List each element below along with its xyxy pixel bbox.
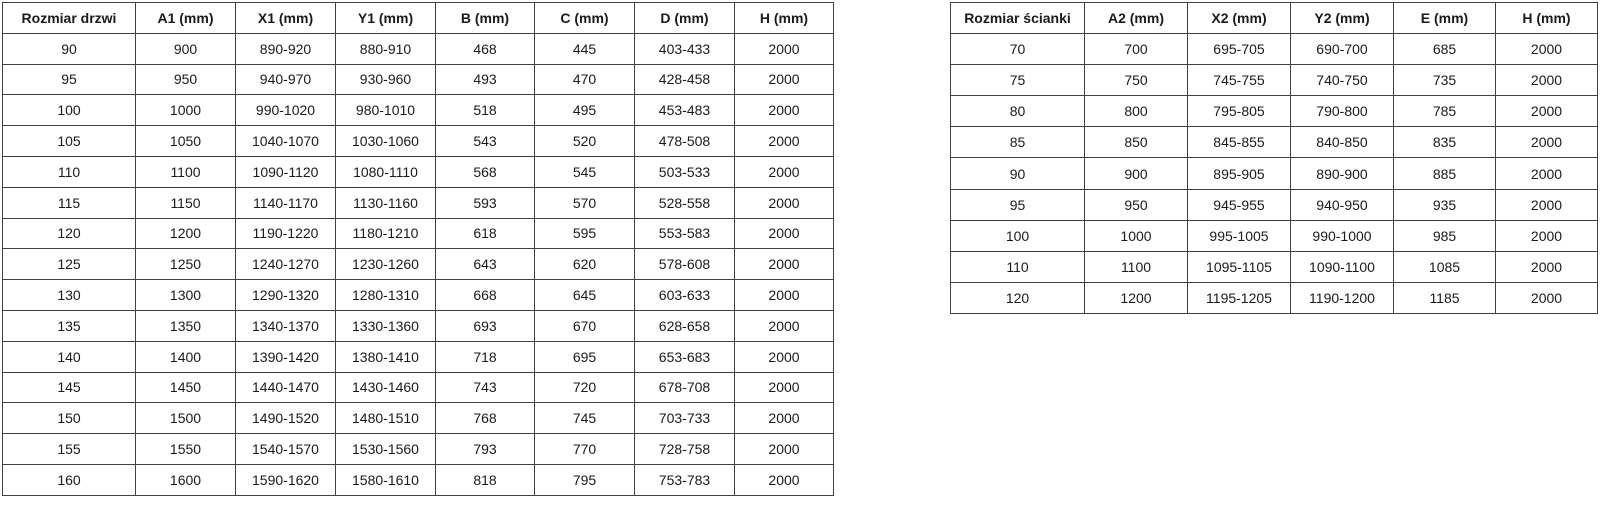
- table-cell: 100: [3, 95, 136, 126]
- table-cell: 940-970: [236, 64, 336, 95]
- table-cell: 980-1010: [336, 95, 436, 126]
- table-cell: 453-483: [635, 95, 735, 126]
- table-cell: 520: [535, 126, 635, 157]
- table-cell: 935: [1394, 189, 1496, 220]
- table-row: [951, 65, 1598, 96]
- table-cell: 2000: [1496, 158, 1598, 189]
- table-cell: 2000: [735, 434, 834, 465]
- table-cell: 1600: [136, 464, 236, 495]
- column-header: E (mm): [1394, 3, 1496, 34]
- table-cell: 543: [436, 126, 535, 157]
- table-cell: 493: [436, 64, 535, 95]
- column-header: Y1 (mm): [336, 3, 436, 34]
- table-cell: 785: [1394, 96, 1496, 127]
- table-cell: 1450: [136, 372, 236, 403]
- table-row: [3, 280, 834, 311]
- table-cell: 578-608: [635, 249, 735, 280]
- table-cell: 2000: [735, 310, 834, 341]
- table-cell: 945-955: [1188, 189, 1291, 220]
- table-cell: 100: [951, 220, 1085, 251]
- table-cell: 720: [535, 372, 635, 403]
- table-cell: 743: [436, 372, 535, 403]
- table-cell: 2000: [735, 341, 834, 372]
- table-cell: 2000: [735, 33, 834, 64]
- table-cell: 1140-1170: [236, 187, 336, 218]
- table-cell: 1590-1620: [236, 464, 336, 495]
- table-cell: 930-960: [336, 64, 436, 95]
- table-cell: 668: [436, 280, 535, 311]
- table-cell: 1050: [136, 126, 236, 157]
- table-row: [3, 464, 834, 495]
- table-cell: 750: [1085, 65, 1188, 96]
- table-cell: 145: [3, 372, 136, 403]
- table-cell: 628-658: [635, 310, 735, 341]
- table-row: [3, 156, 834, 187]
- table-cell: 678-708: [635, 372, 735, 403]
- table-cell: 940-950: [1291, 189, 1394, 220]
- table-cell: 1480-1510: [336, 403, 436, 434]
- table-row: [951, 282, 1598, 313]
- table-cell: 735: [1394, 65, 1496, 96]
- table-cell: 2000: [735, 464, 834, 495]
- table-cell: 1530-1560: [336, 434, 436, 465]
- table-cell: 890-900: [1291, 158, 1394, 189]
- table-cell: 900: [1085, 158, 1188, 189]
- table-cell: 2000: [735, 249, 834, 280]
- table-cell: 620: [535, 249, 635, 280]
- table-cell: 1030-1060: [336, 126, 436, 157]
- table-row: [951, 189, 1598, 220]
- table-cell: 990-1020: [236, 95, 336, 126]
- table-cell: 468: [436, 33, 535, 64]
- table-cell: 2000: [1496, 251, 1598, 282]
- table-cell: 135: [3, 310, 136, 341]
- table-cell: 1195-1205: [1188, 282, 1291, 313]
- table-cell: 800: [1085, 96, 1188, 127]
- table-cell: 95: [951, 189, 1085, 220]
- table-cell: 428-458: [635, 64, 735, 95]
- table-row: [951, 96, 1598, 127]
- table-cell: 105: [3, 126, 136, 157]
- table-cell: 403-433: [635, 33, 735, 64]
- table-cell: 745-755: [1188, 65, 1291, 96]
- table-cell: 850: [1085, 127, 1188, 158]
- table-cell: 2000: [1496, 65, 1598, 96]
- table-cell: 1190-1200: [1291, 282, 1394, 313]
- table-cell: 528-558: [635, 187, 735, 218]
- table-cell: 670: [535, 310, 635, 341]
- table-cell: 1380-1410: [336, 341, 436, 372]
- table-row: [951, 251, 1598, 282]
- table-cell: 1000: [1085, 220, 1188, 251]
- table-cell: 1440-1470: [236, 372, 336, 403]
- table-cell: 1490-1520: [236, 403, 336, 434]
- table-cell: 1200: [136, 218, 236, 249]
- door-sizes-table-container: [2, 2, 833, 496]
- table-cell: 2000: [735, 187, 834, 218]
- table-cell: 728-758: [635, 434, 735, 465]
- table-cell: 478-508: [635, 126, 735, 157]
- table-cell: 90: [951, 158, 1085, 189]
- table-cell: 1550: [136, 434, 236, 465]
- table-cell: 1180-1210: [336, 218, 436, 249]
- column-header: X1 (mm): [236, 3, 336, 34]
- table-cell: 90: [3, 33, 136, 64]
- table-cell: 470: [535, 64, 635, 95]
- table-row: [3, 249, 834, 280]
- table-cell: 1250: [136, 249, 236, 280]
- table-cell: 793: [436, 434, 535, 465]
- table-cell: 1150: [136, 187, 236, 218]
- table-cell: 685: [1394, 34, 1496, 65]
- table-row: [3, 64, 834, 95]
- table-cell: 1100: [136, 156, 236, 187]
- table-cell: 740-750: [1291, 65, 1394, 96]
- table-cell: 835: [1394, 127, 1496, 158]
- table-cell: 110: [3, 156, 136, 187]
- table-cell: 645: [535, 280, 635, 311]
- table-cell: 795-805: [1188, 96, 1291, 127]
- table-cell: 818: [436, 464, 535, 495]
- table-cell: 1290-1320: [236, 280, 336, 311]
- wall-sizes-header-row: [951, 3, 1598, 34]
- table-cell: 1185: [1394, 282, 1496, 313]
- table-cell: 95: [3, 64, 136, 95]
- table-cell: 503-533: [635, 156, 735, 187]
- table-cell: 895-905: [1188, 158, 1291, 189]
- table-row: [3, 341, 834, 372]
- table-cell: 495: [535, 95, 635, 126]
- table-cell: 900: [136, 33, 236, 64]
- table-cell: 840-850: [1291, 127, 1394, 158]
- table-cell: 140: [3, 341, 136, 372]
- table-cell: 2000: [735, 280, 834, 311]
- table-cell: 2000: [735, 95, 834, 126]
- table-cell: 985: [1394, 220, 1496, 251]
- table-cell: 1500: [136, 403, 236, 434]
- table-cell: 570: [535, 187, 635, 218]
- table-cell: 2000: [1496, 96, 1598, 127]
- table-cell: 160: [3, 464, 136, 495]
- door-sizes-table: [2, 2, 834, 496]
- table-cell: 618: [436, 218, 535, 249]
- table-cell: 695: [535, 341, 635, 372]
- table-cell: 155: [3, 434, 136, 465]
- wall-sizes-table-container: [950, 2, 1597, 314]
- table-cell: 2000: [1496, 127, 1598, 158]
- table-cell: 1430-1460: [336, 372, 436, 403]
- table-cell: 695-705: [1188, 34, 1291, 65]
- door-sizes-header-row: [3, 3, 834, 34]
- table-cell: 643: [436, 249, 535, 280]
- table-cell: 1280-1310: [336, 280, 436, 311]
- table-row: [3, 187, 834, 218]
- table-cell: 1040-1070: [236, 126, 336, 157]
- column-header: Y2 (mm): [1291, 3, 1394, 34]
- table-cell: 545: [535, 156, 635, 187]
- table-row: [3, 434, 834, 465]
- table-cell: 120: [3, 218, 136, 249]
- table-cell: 795: [535, 464, 635, 495]
- table-cell: 880-910: [336, 33, 436, 64]
- table-cell: 2000: [735, 403, 834, 434]
- table-cell: 2000: [1496, 34, 1598, 65]
- table-cell: 110: [951, 251, 1085, 282]
- table-cell: 150: [3, 403, 136, 434]
- table-cell: 1000: [136, 95, 236, 126]
- table-cell: 1190-1220: [236, 218, 336, 249]
- table-cell: 1580-1610: [336, 464, 436, 495]
- table-cell: 75: [951, 65, 1085, 96]
- column-header: X2 (mm): [1188, 3, 1291, 34]
- table-row: [3, 403, 834, 434]
- table-cell: 603-633: [635, 280, 735, 311]
- table-cell: 1400: [136, 341, 236, 372]
- table-cell: 690-700: [1291, 34, 1394, 65]
- table-cell: 115: [3, 187, 136, 218]
- table-cell: 790-800: [1291, 96, 1394, 127]
- column-header: Rozmiar ścianki: [951, 3, 1085, 34]
- table-cell: 2000: [1496, 189, 1598, 220]
- table-cell: 1540-1570: [236, 434, 336, 465]
- table-cell: 745: [535, 403, 635, 434]
- table-cell: 1085: [1394, 251, 1496, 282]
- table-cell: 80: [951, 96, 1085, 127]
- table-cell: 1090-1100: [1291, 251, 1394, 282]
- table-cell: 768: [436, 403, 535, 434]
- table-cell: 950: [1085, 189, 1188, 220]
- column-header: Rozmiar drzwi: [3, 3, 136, 34]
- table-cell: 885: [1394, 158, 1496, 189]
- table-cell: 2000: [1496, 282, 1598, 313]
- table-cell: 653-683: [635, 341, 735, 372]
- table-cell: 130: [3, 280, 136, 311]
- table-cell: 595: [535, 218, 635, 249]
- table-cell: 1350: [136, 310, 236, 341]
- table-row: [951, 127, 1598, 158]
- table-cell: 568: [436, 156, 535, 187]
- table-cell: 703-733: [635, 403, 735, 434]
- table-cell: 2000: [735, 156, 834, 187]
- table-cell: 845-855: [1188, 127, 1291, 158]
- column-header: C (mm): [535, 3, 635, 34]
- column-header: A2 (mm): [1085, 3, 1188, 34]
- table-cell: 1390-1420: [236, 341, 336, 372]
- table-cell: 995-1005: [1188, 220, 1291, 251]
- table-cell: 85: [951, 127, 1085, 158]
- table-cell: 2000: [735, 126, 834, 157]
- table-cell: 950: [136, 64, 236, 95]
- column-header: A1 (mm): [136, 3, 236, 34]
- table-cell: 770: [535, 434, 635, 465]
- table-cell: 2000: [1496, 220, 1598, 251]
- table-cell: 518: [436, 95, 535, 126]
- column-header: H (mm): [1496, 3, 1598, 34]
- table-cell: 120: [951, 282, 1085, 313]
- table-row: [3, 372, 834, 403]
- table-cell: 1340-1370: [236, 310, 336, 341]
- table-cell: 700: [1085, 34, 1188, 65]
- table-row: [3, 218, 834, 249]
- table-cell: 445: [535, 33, 635, 64]
- table-cell: 1100: [1085, 251, 1188, 282]
- table-cell: 890-920: [236, 33, 336, 64]
- table-cell: 1080-1110: [336, 156, 436, 187]
- table-cell: 1230-1260: [336, 249, 436, 280]
- table-cell: 1095-1105: [1188, 251, 1291, 282]
- table-cell: 2000: [735, 218, 834, 249]
- table-cell: 1130-1160: [336, 187, 436, 218]
- table-row: [951, 34, 1598, 65]
- table-row: [3, 33, 834, 64]
- table-cell: 990-1000: [1291, 220, 1394, 251]
- table-cell: 2000: [735, 64, 834, 95]
- table-cell: 718: [436, 341, 535, 372]
- table-cell: 1240-1270: [236, 249, 336, 280]
- table-row: [3, 95, 834, 126]
- table-cell: 2000: [735, 372, 834, 403]
- table-row: [3, 126, 834, 157]
- table-row: [3, 310, 834, 341]
- table-cell: 125: [3, 249, 136, 280]
- table-row: [951, 158, 1598, 189]
- table-cell: 1200: [1085, 282, 1188, 313]
- table-cell: 553-583: [635, 218, 735, 249]
- column-header: H (mm): [735, 3, 834, 34]
- table-cell: 693: [436, 310, 535, 341]
- table-row: [951, 220, 1598, 251]
- table-cell: 70: [951, 34, 1085, 65]
- table-cell: 1300: [136, 280, 236, 311]
- wall-sizes-table: [950, 2, 1598, 314]
- table-cell: 1330-1360: [336, 310, 436, 341]
- table-cell: 753-783: [635, 464, 735, 495]
- table-cell: 1090-1120: [236, 156, 336, 187]
- column-header: D (mm): [635, 3, 735, 34]
- table-cell: 593: [436, 187, 535, 218]
- column-header: B (mm): [436, 3, 535, 34]
